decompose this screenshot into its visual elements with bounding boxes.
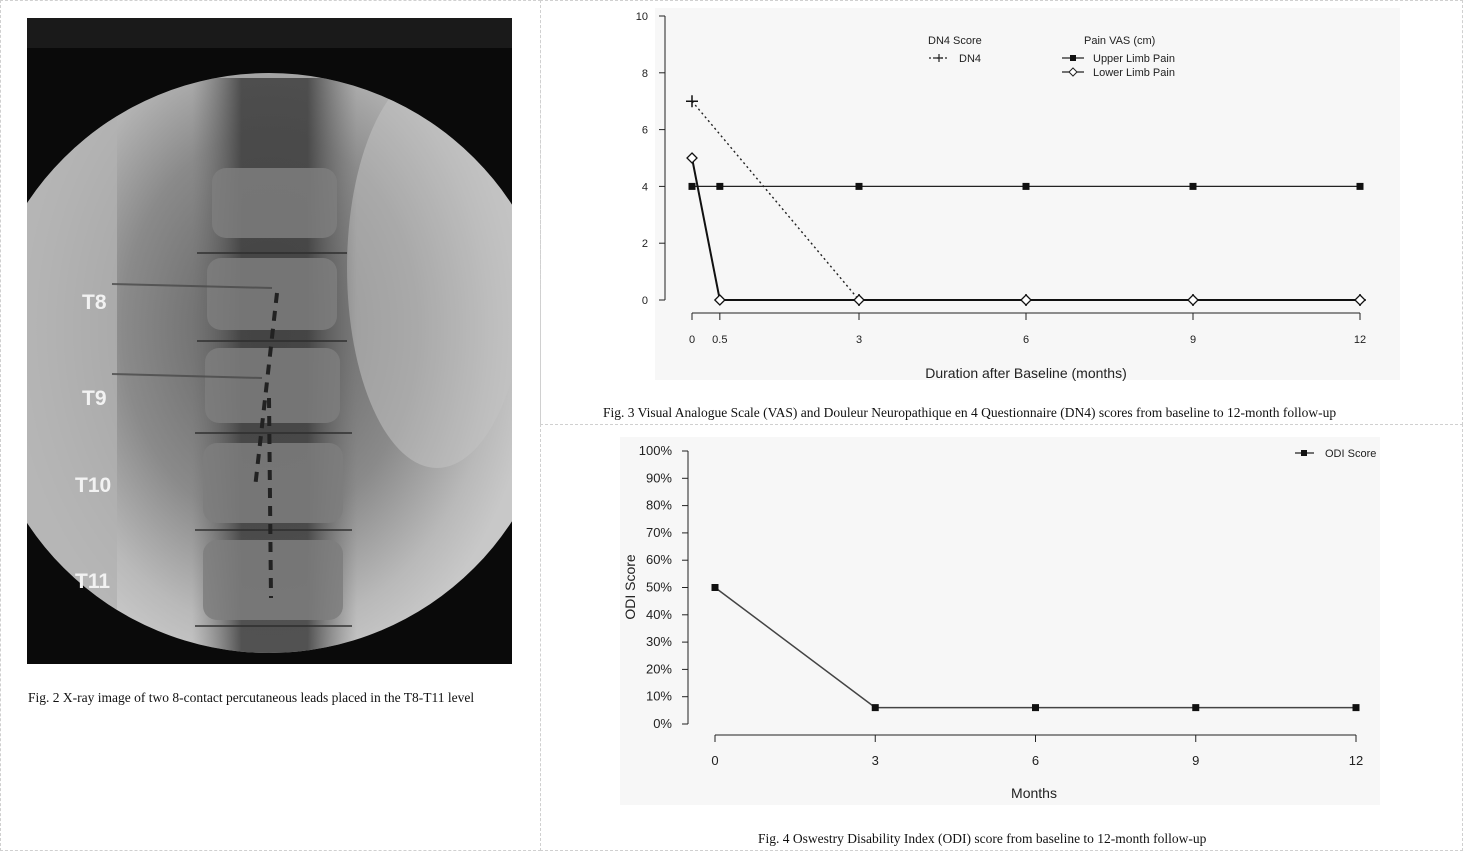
vas-dn4-chart bbox=[600, 0, 1400, 392]
x-tick-label: 3 bbox=[871, 753, 879, 768]
figure-2-caption: Fig. 2 X-ray image of two 8-contact percutaneous leads placed in the T8-T11 level bbox=[28, 690, 475, 705]
data-point-square bbox=[712, 584, 719, 591]
vertebra-label-t8: T8 bbox=[82, 291, 107, 314]
y-tick-label: 100% bbox=[638, 443, 672, 458]
data-point-square bbox=[872, 704, 879, 711]
xray-image bbox=[27, 18, 512, 664]
figure-4-caption: Fig. 4 Oswestry Disability Index (ODI) score from baseline to 12-month follow-up bbox=[758, 831, 1207, 846]
vertebra-label-t10: T10 bbox=[75, 474, 112, 497]
legend-entry-dn4: DN4 bbox=[959, 53, 982, 65]
y-tick-label: 90% bbox=[645, 470, 672, 486]
x-tick-label: 9 bbox=[1189, 334, 1197, 346]
legend-title-dn4: DN4 Score bbox=[928, 35, 982, 47]
legend-title-vas: Pain VAS (cm) bbox=[1084, 35, 1156, 47]
x-tick-label: 12 bbox=[1348, 753, 1364, 768]
y-tick-label: 20% bbox=[645, 661, 672, 677]
y-tick-label: 0% bbox=[653, 716, 672, 731]
legend-entry-lower-limb: Lower Limb Pain bbox=[1093, 67, 1175, 79]
figure-3-caption: Fig. 3 Visual Analogue Scale (VAS) and Douleur Neuropathique en 4 Questionnaire (DN4) scores from baseline to 12-month follow-up bbox=[603, 405, 1337, 420]
y-tick-label: 30% bbox=[645, 634, 672, 650]
y-tick-label: 8 bbox=[641, 67, 648, 80]
data-point-square bbox=[1190, 183, 1197, 190]
legend-entry-upper-limb: Upper Limb Pain bbox=[1093, 53, 1175, 65]
vertebra-label-t9: T9 bbox=[82, 387, 107, 410]
y-tick-label: 10% bbox=[645, 688, 672, 704]
y-tick-label: 70% bbox=[645, 524, 672, 540]
x-tick-label: 6 bbox=[1031, 753, 1040, 768]
vertebra-label-t11: T11 bbox=[75, 570, 111, 593]
data-point-square bbox=[1353, 704, 1360, 711]
data-point-square bbox=[689, 183, 696, 190]
x-tick-label: 0 bbox=[711, 753, 719, 768]
data-point-square bbox=[856, 183, 863, 190]
x-tick-label: 9 bbox=[1192, 753, 1200, 768]
y-tick-label: 60% bbox=[645, 552, 672, 568]
x-tick-label: 0 bbox=[688, 334, 696, 346]
y-tick-label: 4 bbox=[641, 181, 648, 194]
y-tick-label: 50% bbox=[645, 579, 672, 595]
y-tick-label: 80% bbox=[645, 497, 672, 513]
x-tick-label: 0.5 bbox=[712, 334, 728, 346]
data-point-square bbox=[1357, 183, 1364, 190]
x-axis-title: Months bbox=[1011, 785, 1057, 801]
legend-entry-odi: ODI Score bbox=[1325, 448, 1377, 460]
y-tick-label: 40% bbox=[645, 606, 672, 622]
data-point-square bbox=[1192, 704, 1199, 711]
x-tick-label: 6 bbox=[1022, 334, 1030, 346]
data-point-square bbox=[716, 183, 723, 190]
x-tick-label: 3 bbox=[855, 334, 863, 346]
y-tick-label: 2 bbox=[641, 238, 648, 251]
y-axis-title: ODI Score bbox=[622, 554, 638, 620]
x-tick-label: 12 bbox=[1353, 334, 1367, 346]
data-point-square bbox=[1032, 704, 1039, 711]
y-tick-label: 0 bbox=[641, 295, 648, 307]
odi-chart bbox=[600, 432, 1390, 812]
x-axis-title: Duration after Baseline (months) bbox=[925, 365, 1127, 381]
y-tick-label: 10 bbox=[635, 11, 648, 23]
data-point-square bbox=[1023, 183, 1030, 190]
y-tick-label: 6 bbox=[641, 124, 648, 137]
